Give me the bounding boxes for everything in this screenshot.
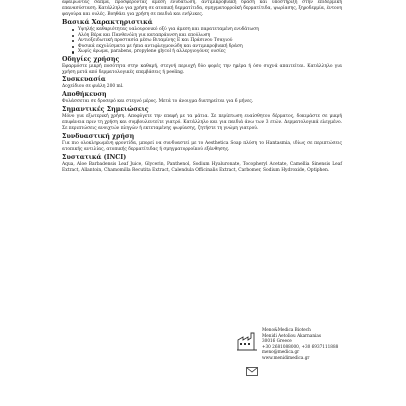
features-heading: Βασικά Χαρακτηριστικά <box>62 19 153 27</box>
features-list <box>62 27 342 55</box>
notes-heading: Σημαντικές Σημειώσεις <box>62 105 149 113</box>
list-item: Αντιοξειδωτική προστασία μέσω Βιταμίνης Ε και Πράσινου Τσαγιού <box>78 38 342 44</box>
contact-text <box>262 327 387 361</box>
list-item: Υψηλής καθαριότητας υαλουρονικό οξύ για άμεση και παρατεταμένη ενυδάτωση <box>78 27 342 33</box>
phone-line: +30 2681088000, +30 6937111888 <box>262 343 339 349</box>
ingredients-heading: Συστατικά (INCI) <box>62 153 127 161</box>
combined-use-text: Για πιο ολοκληρωμένη φροντίδα, μπορεί να συνδυαστεί με το Aesthetica Soap πλύση το Hantasmia, ιδίως σε περιπτώσεις ατοπικής αντιλίας, ατοπικής δερματίτιδας ή σμηγματορροϊκού εξάνθησης. <box>62 141 342 153</box>
notes-text: Μόνο για εξωτερική χρήση. Αποφύγετε την επαφή με τα μάτια. Σε περίπτωση ευαίσθητου δέρματος, δοκιμάστε σε μικρή επιφάνεια πριν τη χρήση και συμβουλευτείτε γιατρό. Κατάλληλο και για παιδιά άνω των 3 ετών. Δερματολογικά ελεγμένο. Σε περιπτώσεις ανοιχτών πληγών ή εκτεταμένης ψωρίασης, ζητήστε τη γνώμη γιατρού. <box>62 113 342 132</box>
list-item: Αλόη Βέρα και Πανθενόλη για καταπράυνση και επούλωση <box>78 33 342 39</box>
intro-paragraph: αφαιρώντας σάπμα, προσφέροντας αμεση ενυδάτωση, αντιμικροβιακή δράση και υποστήριξη στην επιδερμική επανασύσταση. Κατάλληλο για χρήση σε ατοπική δερματίτιδα, σμηγματορροϊκή δερματίτιδα, ψωρίασης, ξηροδερμία, έντονη φαγούρα και ουλές. Βοηθάει για χρήση σε παιδιά και ενήλικες. <box>62 0 342 18</box>
package-text: Δοχείδιου σε φιάλη 200 ml. <box>62 84 124 90</box>
website-link[interactable]: www.menidimedica.gr <box>262 354 310 360</box>
factory-icon <box>236 330 258 352</box>
mail-icon <box>246 367 258 376</box>
usage-text: Εφαρμόστε μικρή ποσότητα στην καθαρή, στεγνή περιοχή δύο φορές την ημέρα ή όσο συχνά απαιτείται. Κατάλληλο για χρήση μετά από δερματολογικές επεμβάσεις ή peeling. <box>62 63 342 75</box>
storage-heading: Αποθήκευση <box>62 91 107 99</box>
ingredients-text: Aqua, Aloe Barbadensis Leaf Juice, Glycerin, Panthenol, Sodium Hyaluronate, Tocopheryl Acetate, Camellia Sinensis Leaf Extract, Allantoin, Chamomilla Recutita Extract, Calendula Officinalis Extract, Carbomer, Sodium Hydroxide, Optiphen. <box>62 161 342 174</box>
product-info-column <box>62 0 342 174</box>
usage-heading: Οδηγίες χρήσης <box>62 55 120 63</box>
package-heading: Συσκευασία <box>62 76 106 84</box>
list-item: Χωρίς άρωμα, parabens, propylene glycol ή αλλεργιογόνες ουσίες <box>78 49 342 55</box>
combined-use-heading: Συνδυαστική χρήση <box>62 133 135 140</box>
list-item: Φυσικά εκχυλίσματα με ήπια αντιφλεγμονώδη και αντιμικροβιακή δράση <box>78 44 342 50</box>
postal-line: 30016 Greece <box>262 338 292 344</box>
email-link[interactable]: meno@medica.gr <box>262 349 300 355</box>
storage-text: Φυλάσσεται σε δροσερό και στεγνό μέρος. Μετά το άνοιγμα διατηρείται για 6 μήνες. <box>62 99 254 105</box>
company-name: Meno&Medica Biotech <box>262 327 311 332</box>
address-line: Menidi Aetoliou Akarnanias <box>262 332 322 338</box>
